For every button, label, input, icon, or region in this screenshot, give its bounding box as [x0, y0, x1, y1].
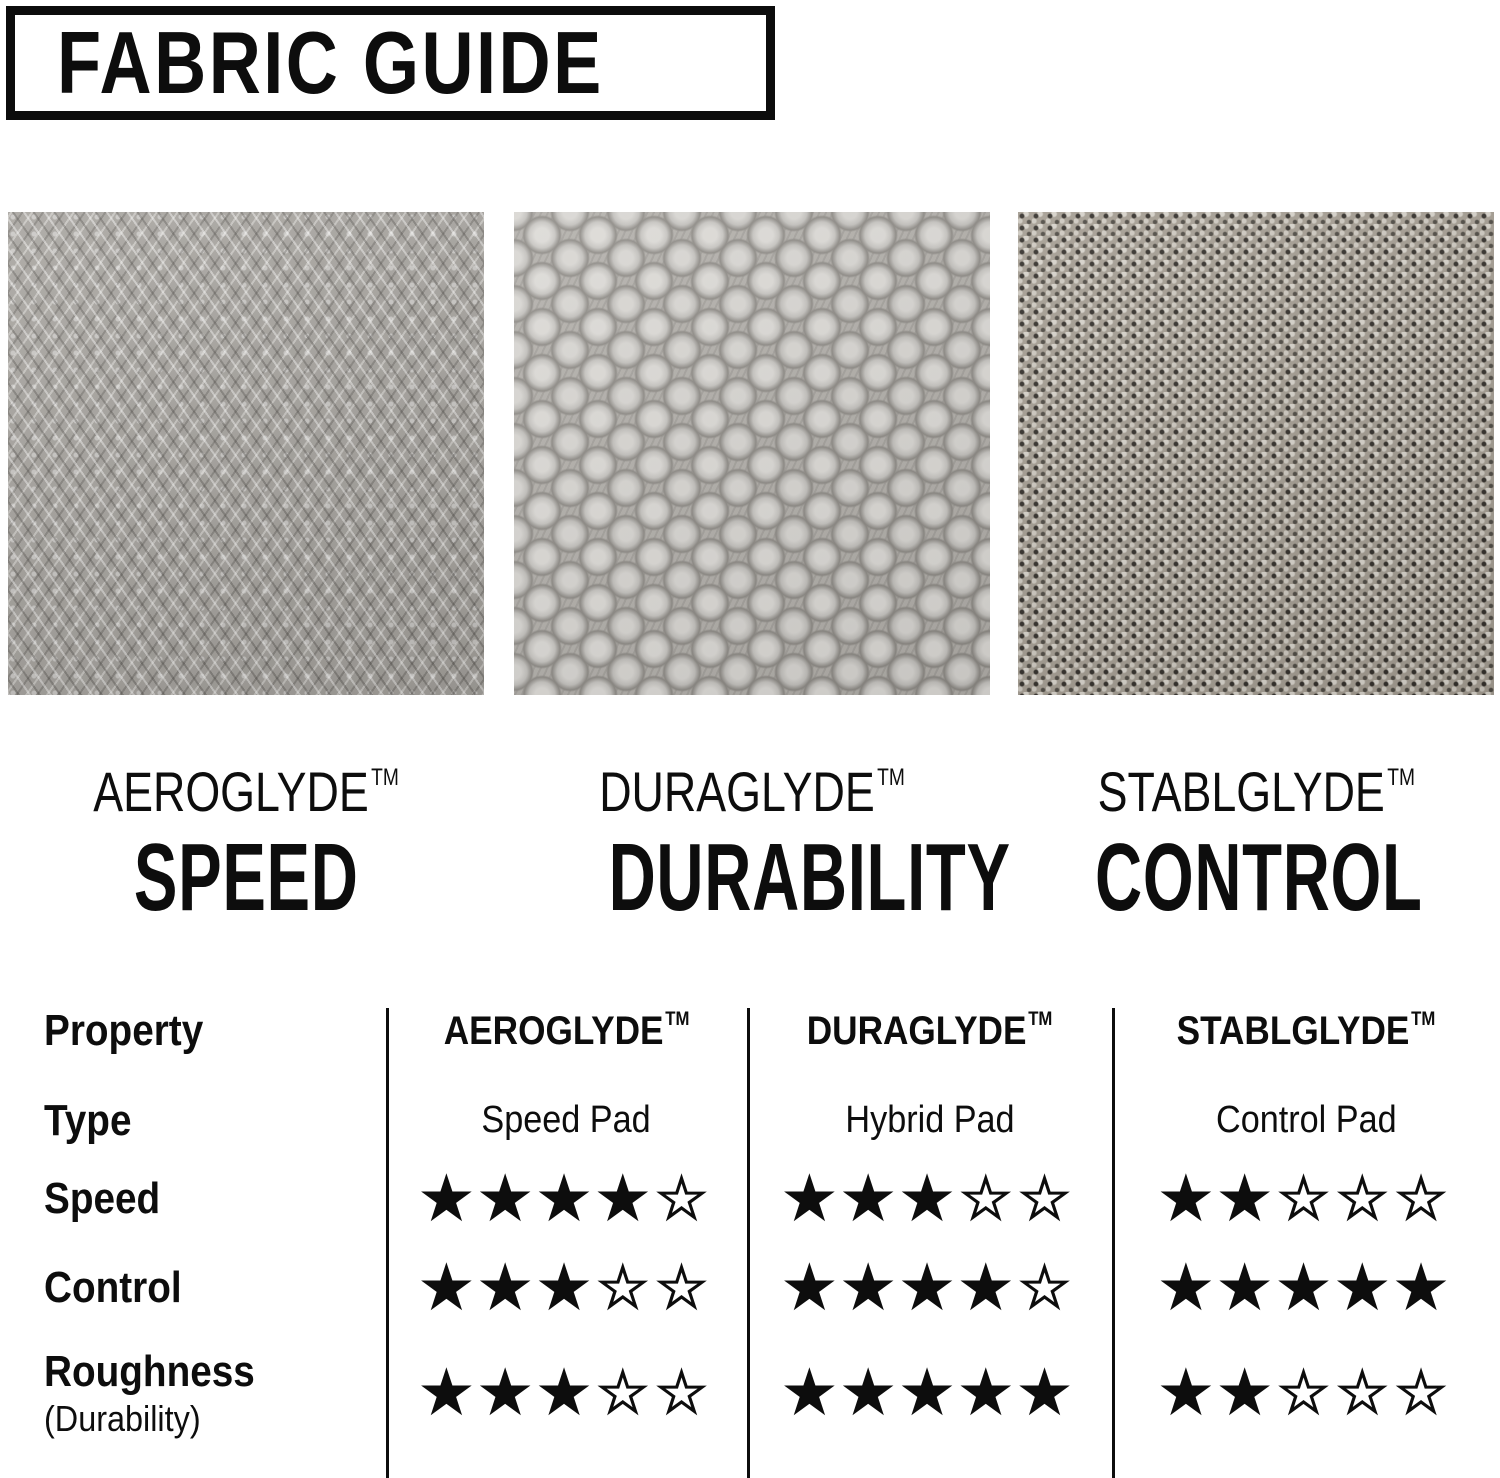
col-header-value: STABLGLYDE — [1176, 1009, 1410, 1053]
tagline-text: CONTROL — [1095, 824, 1423, 931]
type-cell-aeroglyde — [386, 1090, 747, 1152]
row-label-control: Control — [44, 1262, 182, 1312]
fabric-name-text — [93, 750, 399, 823]
trademark-superscript: TM — [665, 1009, 690, 1030]
fabric-name-text — [1097, 750, 1415, 823]
property-header-label: Property — [44, 1005, 204, 1055]
star-rating: ★★☆☆☆ — [1159, 1358, 1453, 1428]
col-header-value: AEROGLYDE — [443, 1009, 664, 1053]
star-rating: ★★★★★ — [1159, 1253, 1453, 1323]
fabric-name-value: AEROGLYDE — [93, 760, 369, 823]
star-rating: ★★★☆☆ — [419, 1253, 714, 1323]
col-header-aeroglyde — [386, 1000, 747, 1062]
fabric-name-duraglyde — [514, 750, 990, 823]
star-rating: ★★★★☆ — [782, 1253, 1077, 1323]
tagline-text: SPEED — [133, 824, 359, 931]
col-header-text — [1177, 1009, 1436, 1053]
row-label-cell — [0, 1247, 386, 1329]
type-value: Control Pad — [1215, 1099, 1397, 1142]
col-header-value: DURAGLYDE — [806, 1009, 1027, 1053]
col-header-text — [807, 1009, 1053, 1053]
type-cell-stablglyde — [1112, 1090, 1500, 1152]
trademark-superscript: TM — [371, 764, 399, 791]
trademark-superscript: TM — [1386, 764, 1415, 791]
fabric-name-stablglyde — [1018, 750, 1494, 823]
title-box — [6, 6, 775, 120]
star-rating: ★★★☆☆ — [419, 1358, 714, 1428]
duraglyde-control-rating — [747, 1247, 1112, 1329]
col-header-duraglyde — [747, 1000, 1112, 1062]
stablglyde-roughness-rating — [1112, 1337, 1500, 1449]
property-header-cell — [0, 1000, 386, 1062]
trademark-superscript: TM — [877, 764, 905, 791]
duraglyde-roughness-rating — [747, 1337, 1112, 1449]
star-rating: ★★★★☆ — [419, 1164, 714, 1234]
fabric-name-aeroglyde — [8, 750, 484, 823]
table-row-control — [0, 1247, 1500, 1329]
row-label-speed: Speed — [44, 1173, 161, 1223]
fabric-name-value: DURAGLYDE — [599, 760, 875, 823]
table-row-type — [0, 1090, 1500, 1152]
type-cell-duraglyde — [747, 1090, 1112, 1152]
tagline-speed — [8, 824, 484, 931]
fabric-name-value: STABLGLYDE — [1097, 760, 1385, 823]
star-rating: ★★★☆☆ — [782, 1164, 1077, 1234]
aeroglyde-speed-rating — [386, 1158, 747, 1240]
table-header-row — [0, 1000, 1500, 1062]
tagline-text: DURABILITY — [608, 824, 1011, 931]
stablglyde-swatch-image — [1018, 212, 1494, 695]
aeroglyde-swatch-image — [8, 212, 484, 695]
star-rating: ★★★★★ — [782, 1358, 1077, 1428]
trademark-superscript: TM — [1411, 1009, 1436, 1030]
trademark-superscript: TM — [1028, 1009, 1053, 1030]
row-label-cell — [0, 1337, 386, 1449]
col-header-stablglyde — [1112, 1000, 1500, 1062]
type-value: Hybrid Pad — [844, 1099, 1015, 1142]
stablglyde-speed-rating — [1112, 1158, 1500, 1240]
tagline-durability — [514, 824, 1011, 931]
tagline-control — [1018, 824, 1494, 931]
roughness-durability-note: (Durability) — [44, 1398, 201, 1440]
col-header-text — [444, 1009, 690, 1053]
duraglyde-swatch-image — [514, 212, 990, 695]
roughness-label-group — [44, 1348, 284, 1438]
duraglyde-speed-rating — [747, 1158, 1112, 1240]
table-row-roughness — [0, 1337, 1500, 1449]
row-label-cell — [0, 1090, 386, 1152]
stablglyde-control-rating — [1112, 1247, 1500, 1329]
fabric-name-text — [599, 750, 905, 823]
row-label-roughness: Roughness — [44, 1346, 255, 1396]
row-label-type: Type — [44, 1095, 132, 1145]
page-title: FABRIC GUIDE — [57, 13, 604, 112]
row-label-cell — [0, 1158, 386, 1240]
star-rating: ★★☆☆☆ — [1159, 1164, 1453, 1234]
type-value: Speed Pad — [481, 1099, 652, 1142]
aeroglyde-control-rating — [386, 1247, 747, 1329]
table-row-speed — [0, 1158, 1500, 1240]
aeroglyde-roughness-rating — [386, 1337, 747, 1449]
